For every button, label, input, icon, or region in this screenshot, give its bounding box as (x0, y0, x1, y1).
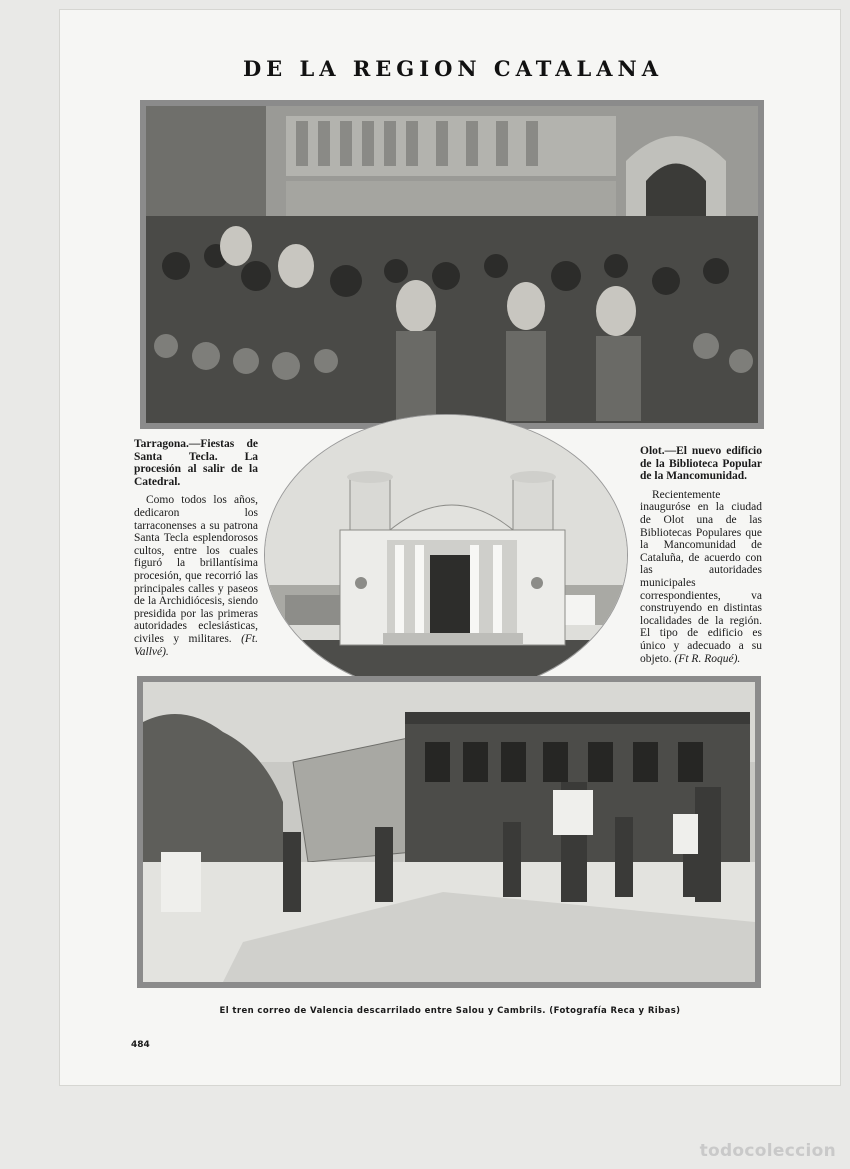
watermark-text: todocoleccion (699, 1141, 836, 1161)
olot-body: Recientemente inauguróse en la ciudad de Olot una de las Bibliotecas Populares que la Mancomunidad de Cataluña, de acuerdo con las autoridades municipales correspondientes, va construyendo en distintas localidades de la región. El tipo de edificio es único y adecuado a su objeto. (640, 488, 762, 665)
tarragona-heading: Tarragona.—Fiestas de Santa Tecla. La procesión al salir de la Catedral. (134, 438, 258, 488)
train-caption: El tren correo de Valencia descarrilado entre Salou y Cambrils. (Fotografía Reca y Ribas) (219, 1006, 681, 1016)
procession-photo (140, 100, 764, 429)
page-title: DE LA REGION CATALANA (242, 56, 664, 81)
library-building-photo (264, 414, 628, 696)
olot-heading: Olot.—El nuevo edificio de la Biblioteca Popular de la Mancomunidad. (640, 445, 762, 483)
derailed-train-photo (137, 676, 761, 988)
olot-credit: (Ft R. Roqué). (674, 652, 741, 665)
tarragona-credit: (Ft. Vallvé). (134, 632, 258, 658)
tarragona-body: Como todos los años, dedicaron los tarraconenses a su patrona Santa Tecla esplendorosos cultos, entre los cuales figuró la brillantísima procesión, que recorrió las principales calles y paseos de la Archidiócesis, siendo presidida por las primeras autoridades eclesiásticas, civiles y militares. (134, 494, 258, 645)
tarragona-article (134, 438, 258, 658)
page-number: 484 (131, 1040, 150, 1050)
olot-article (640, 445, 762, 665)
